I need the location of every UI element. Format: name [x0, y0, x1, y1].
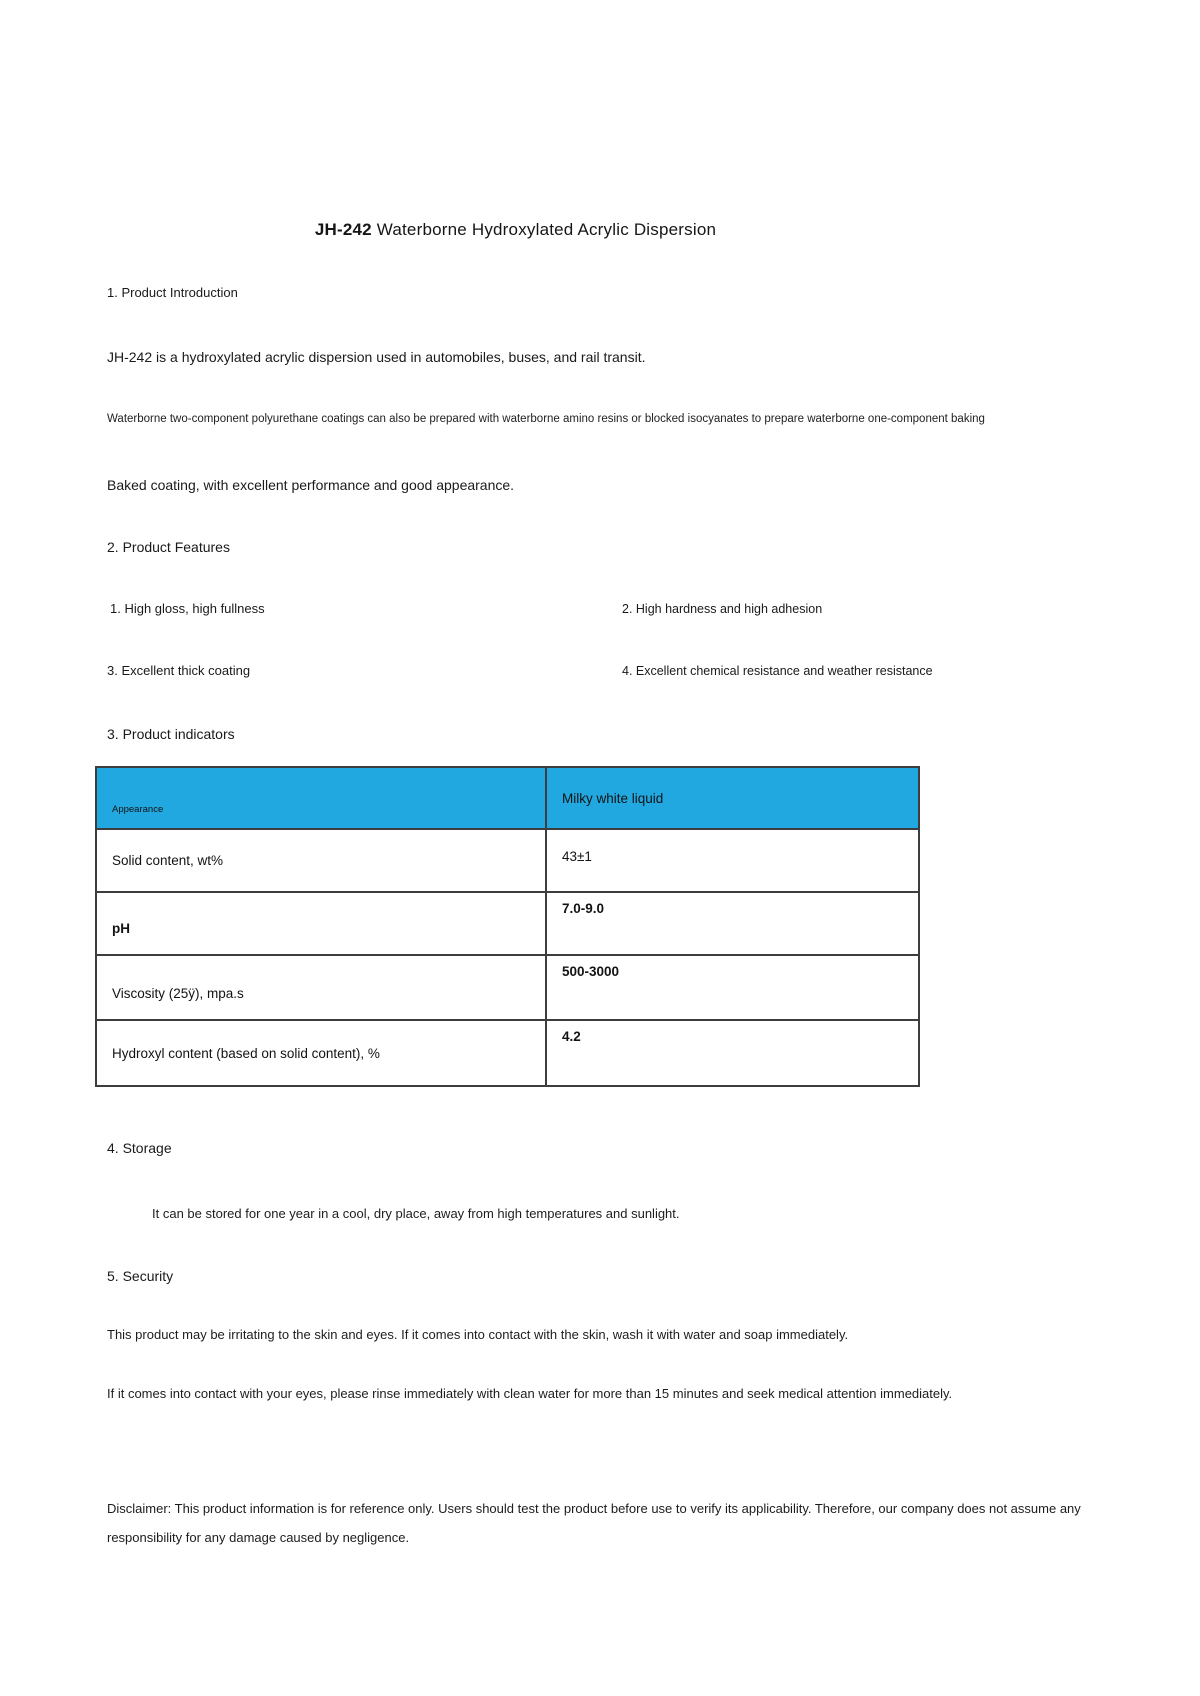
security-paragraph-2: If it comes into contact with your eyes, please rinse immediately with clean water for more than 15 minutes and seek medical attention immediately. [107, 1386, 953, 1401]
feature-item-4: 4. Excellent chemical resistance and weather resistance [622, 664, 933, 678]
heading-product-indicators: 3. Product indicators [107, 726, 235, 742]
heading-security: 5. Security [107, 1268, 174, 1284]
page-title [107, 220, 924, 240]
feature-item-2: 2. High hardness and high adhesion [622, 602, 823, 616]
table-header-value: Milky white liquid [547, 768, 918, 828]
heading-product-introduction: 1. Product Introduction [107, 285, 238, 300]
product-code: JH-242 [314, 220, 372, 239]
storage-paragraph: It can be stored for one year in a cool, dry place, away from high temperatures and sunlight. [152, 1206, 680, 1221]
table-row-property: Hydroxyl content (based on solid content), % [97, 1019, 547, 1085]
table-row-value: 500-3000 [547, 954, 918, 1019]
indicators-table [95, 766, 920, 1087]
feature-item-3: 3. Excellent thick coating [107, 663, 251, 678]
table-row-property: Viscosity (25ÿ), mpa.s [97, 954, 547, 1019]
table-row-property: pH [97, 891, 547, 954]
table-row-property: Solid content, wt% [97, 828, 547, 891]
table-row-value: 7.0-9.0 [547, 891, 918, 954]
table-header-property: Appearance [97, 768, 547, 828]
table-row-value: 4.2 [547, 1019, 918, 1085]
intro-paragraph: JH-242 is a hydroxylated acrylic dispersion used in automobiles, buses, and rail transit. [107, 349, 646, 365]
table-row-value: 43±1 [547, 828, 918, 891]
disclaimer-text: Disclaimer: This product information is for reference only. Users should test the product before use to verify its applicability. Therefore, our company does not assume any responsibility for any damage caused by negligence. [107, 1501, 1081, 1545]
intro-note: Waterborne two-component polyurethane coatings can also be prepared with waterborne amino resins or blocked isocyanates to prepare waterborne one-component baking [107, 413, 985, 425]
heading-product-features: 2. Product Features [107, 539, 230, 555]
heading-storage: 4. Storage [107, 1140, 172, 1156]
security-paragraph-1: This product may be irritating to the skin and eyes. If it comes into contact with the skin, wash it with water and soap immediately. [107, 1327, 849, 1342]
intro-paragraph-2: Baked coating, with excellent performance and good appearance. [107, 477, 515, 493]
feature-item-1: 1. High gloss, high fullness [110, 601, 265, 616]
product-name: Waterborne Hydroxylated Acrylic Dispersion [371, 220, 717, 239]
